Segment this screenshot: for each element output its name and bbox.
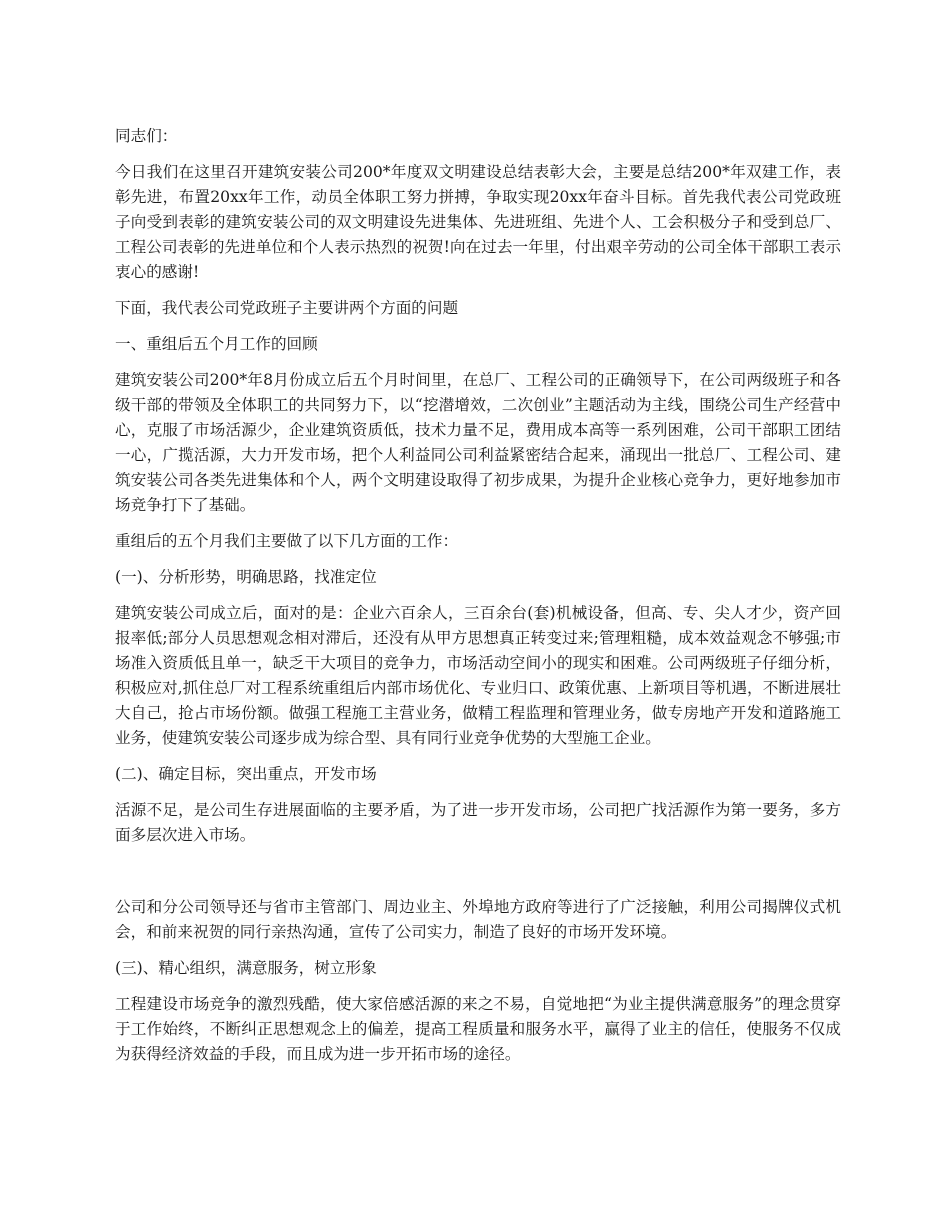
subsection-heading-2: (二)、确定目标，突出重点，开发市场 bbox=[115, 765, 377, 783]
paragraph-analysis: 建筑安装公司成立后，面对的是：企业六百余人，三百余台(套)机械设备，但高、专、尖人才少，资产回报率低;部分人员思想观念相对滞后，还没有从甲方思想真正转变过来;管理粗糙，成本效益观念不够强;市场准入资质低且单一，缺乏干大项目的竞争力，市场活动空间小的现实和困难。公司两级班子仔细分析，积极应对,抓住总厂对工程系统重组后内部市场优化、专业归口、政策优惠、上新项目等机遇，不断进展壮大自己，抢占市场份额。做强工程施工主营业务，做精工程监理和管理业务，做专房地产开发和道路施工业务，使建筑安装公司逐步成为综合型、具有同行业竞争优势的大型施工企业。 bbox=[115, 604, 841, 747]
paragraph-intro: 下面，我代表公司党政班子主要讲两个方面的问题 bbox=[115, 299, 459, 317]
paragraph-opening: 今日我们在这里召开建筑安装公司200*年度双文明建设总结表彰大会，主要是总结200*年双建工作，表彰先进，布置20xx年工作，动员全体职工努力拼搏，争取实现20xx年奋斗目标。首先我代表公司党政班子向受到表彰的建筑安装公司的双文明建设先进集体、先进班组、先进个人、工会积极分子和受到总厂、工程公司表彰的先进单位和个人表示热烈的祝贺!向在过去一年里，付出艰辛劳动的公司全体干部职工表示衷心的感谢! bbox=[115, 163, 841, 281]
section-heading-1: 一、重组后五个月工作的回顾 bbox=[115, 335, 318, 353]
paragraph-contact: 公司和分公司领导还与省市主管部门、周边业主、外埠地方政府等进行了广泛接触，利用公司揭牌仪式机会，和前来祝贺的同行亲热沟通，宣传了公司实力，制造了良好的市场开发环境。 bbox=[115, 898, 841, 941]
paragraph-service: 工程建设市场竞争的激烈残酷，使大家倍感活源的来之不易，自觉地把“为业主提供满意服务”的理念贯穿于工作始终，不断纠正思想观念上的偏差，提高工程质量和服务水平，赢得了业主的信任，使服务不仅成为获得经济效益的手段，而且成为进一步开拓市场的途径。 bbox=[115, 995, 841, 1063]
subsection-heading-3: (三)、精心组织，满意服务，树立形象 bbox=[115, 959, 377, 977]
paragraph-market: 活源不足，是公司生存进展面临的主要矛盾，为了进一步开发市场，公司把广找活源作为第一要务，多方面多层次进入市场。 bbox=[115, 801, 841, 844]
subsection-heading-1: (一)、分析形势，明确思路，找准定位 bbox=[115, 568, 377, 586]
salutation: 同志们： bbox=[115, 127, 178, 145]
blank-gap bbox=[115, 859, 841, 895]
paragraph-work-intro: 重组后的五个月我们主要做了以下几方面的工作： bbox=[115, 532, 459, 550]
paragraph-review: 建筑安装公司200*年8月份成立后五个月时间里，在总厂、工程公司的正确领导下，在公司两级班子和各级干部的带领及全体职工的共同努力下，以“挖潜增效，二次创业”主题活动为主线，围绕公司生产经营中心，克服了市场活源少，企业建筑资质低，技术力量不足，费用成本高等一系列困难，公司干部职工团结一心，广揽活源，大力开发市场，把个人利益同公司利益紧密结合起来，涌现出一批总厂、工程公司、建筑安装公司各类先进集体和个人，两个文明建设取得了初步成果，为提升企业核心竞争力，更好地参加市场竞争打下了基础。 bbox=[115, 371, 841, 514]
document-body bbox=[115, 124, 841, 1078]
